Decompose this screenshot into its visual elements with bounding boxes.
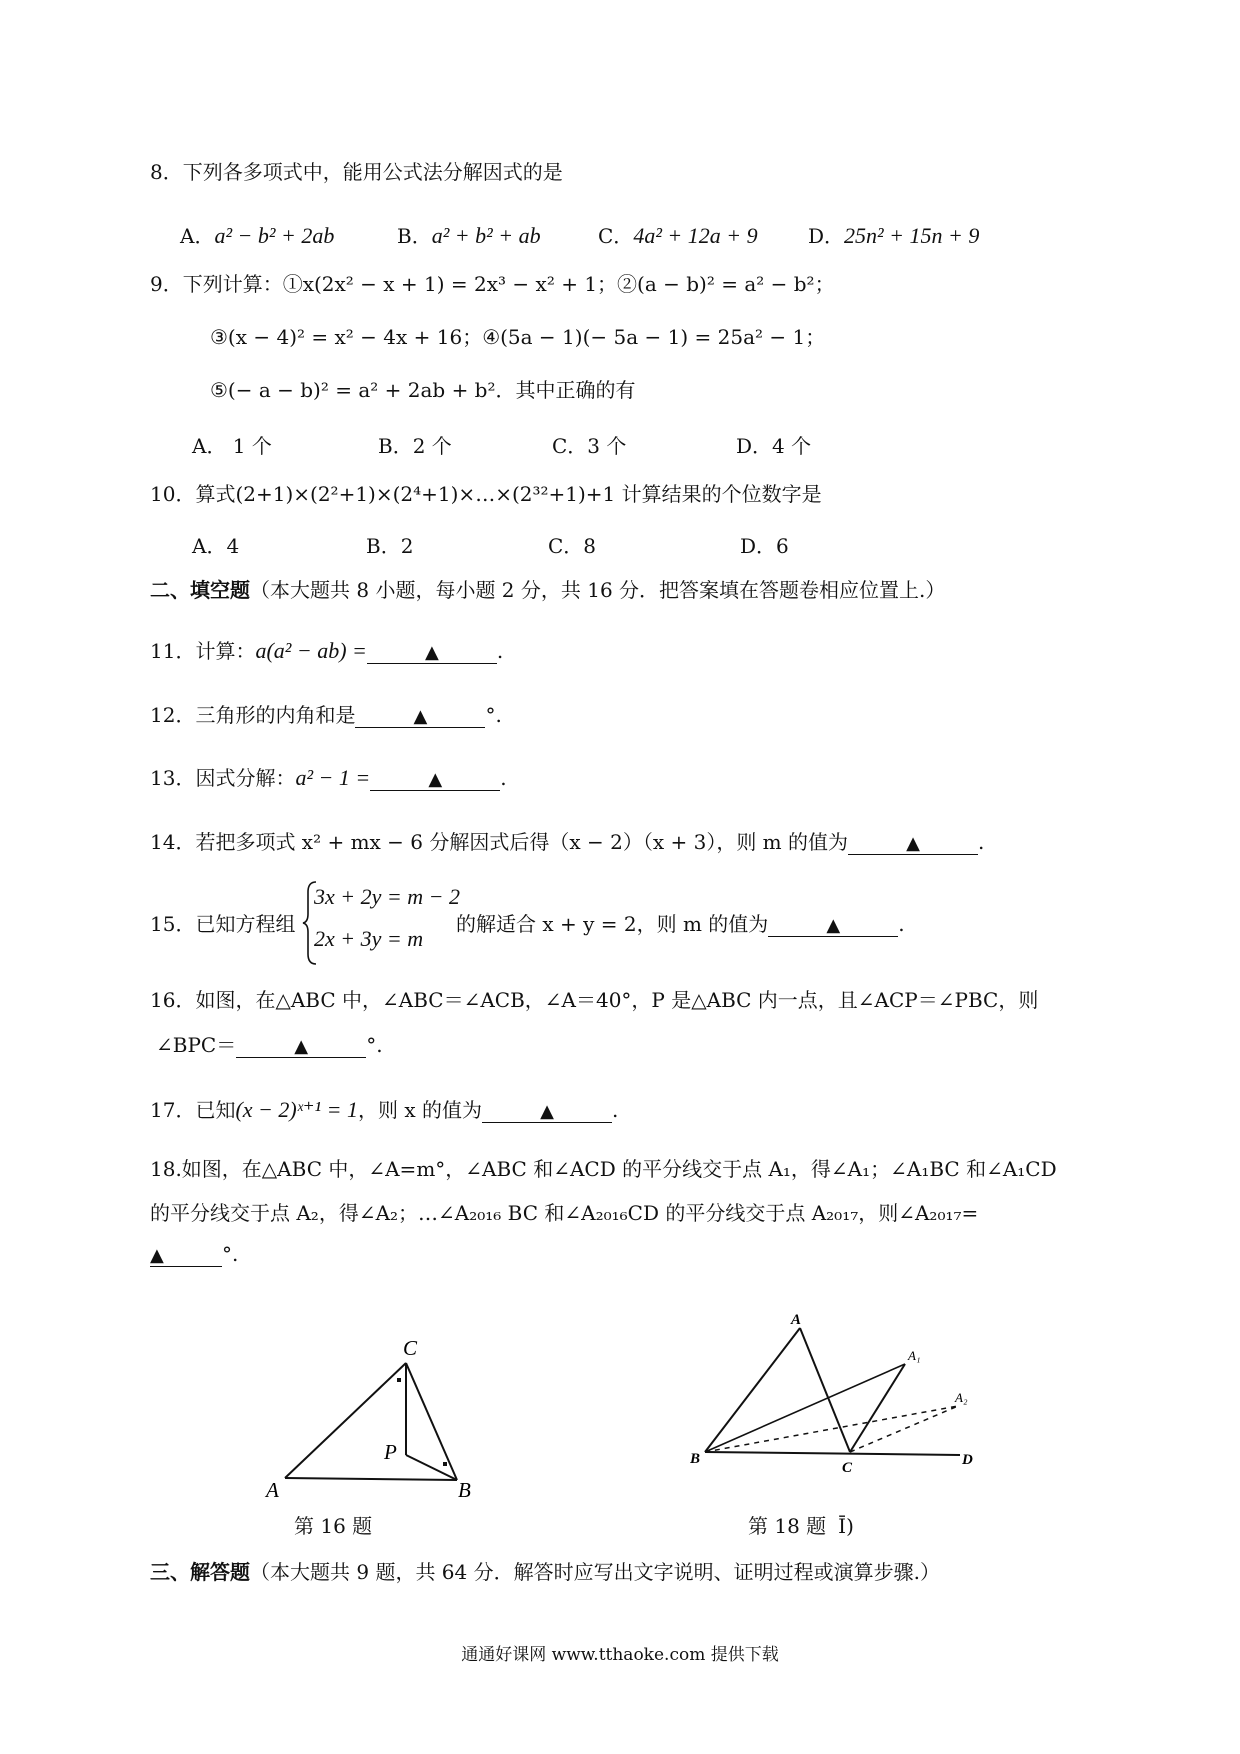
q10-option-b: B．2 bbox=[366, 534, 414, 558]
answer-blank: ▲ bbox=[367, 640, 497, 664]
answer-blank: ▲ bbox=[355, 704, 485, 728]
fig18-label-a1: A₁ bbox=[908, 1348, 921, 1363]
answer-blank: ▲ bbox=[482, 1099, 612, 1123]
q18-line1: 18.如图，在△ABC 中，∠A=m°，∠ABC 和∠ACD 的平分线交于点 A₁，得∠A₁；∠A₁BC 和∠A₁CD bbox=[150, 1157, 1057, 1181]
q9-option-b: B．2 个 bbox=[378, 434, 452, 458]
q10-stem: 10．算式(2+1)×(2²+1)×(2⁴+1)×…×(2³²+1)+1 计算结果的个位数字是 bbox=[150, 482, 822, 506]
q17: 17．已知(x − 2)ˣ⁺¹ = 1，则 x 的值为 ▲ . bbox=[150, 1097, 619, 1122]
answer-blank: ▲ bbox=[370, 767, 500, 791]
q10-option-a: A．4 bbox=[192, 534, 240, 558]
fig16-label-a: A bbox=[266, 1478, 279, 1500]
fig16-label-c: C bbox=[403, 1336, 418, 1360]
section-3-title: 三、解答题 bbox=[150, 1560, 250, 1584]
figure-16 bbox=[260, 1325, 490, 1500]
q8-option-c: C．4a² + 12a + 9 bbox=[598, 223, 758, 248]
answer-blank: ▲ bbox=[236, 1034, 366, 1058]
figure-16-caption: 第 16 题 bbox=[294, 1514, 373, 1538]
answer-blank: ▲ bbox=[768, 913, 898, 937]
q18-line2: 的平分线交于点 A₂，得∠A₂；…∠A₂₀₁₆ BC 和∠A₂₀₁₆CD 的平分线交于点 A₂₀₁₇，则∠A₂₀₁₇= bbox=[150, 1201, 979, 1225]
page-footer: 通通好课网 www.tthaoke.com 提供下载 bbox=[461, 1645, 779, 1665]
section-2-heading bbox=[150, 578, 945, 602]
q11: 11．计算：a(a² − ab) = ▲ . bbox=[150, 638, 504, 663]
fig18-label-b: B bbox=[690, 1451, 701, 1467]
q16-line1: 16．如图，在△ABC 中，∠ABC＝∠ACB，∠A＝40°，P 是△ABC 内一点，且∠ACP＝∠PBC，则 bbox=[150, 988, 1039, 1012]
q18-line3: ▲ °. bbox=[150, 1242, 239, 1266]
q13: 13．因式分解：a² − 1 = ▲ . bbox=[150, 765, 507, 790]
q10-option-d: D．6 bbox=[740, 534, 789, 558]
q15-condition: 的解适合 x + y = 2，则 m 的值为 ▲ . bbox=[456, 912, 905, 936]
section-2-title: 二、填空题 bbox=[150, 578, 250, 602]
q8-stem: 8．下列各多项式中，能用公式法分解因式的是 bbox=[150, 160, 563, 184]
q9-option-a: A． 1 个 bbox=[192, 434, 272, 458]
q15-equation-2: 2x + 3y = m bbox=[314, 926, 424, 951]
q9-line2: ③(x − 4)² = x² − 4x + 16；④(5a − 1)(− 5a − 1) = 25a² − 1； bbox=[210, 325, 826, 349]
q12: 12．三角形的内角和是 ▲ °. bbox=[150, 703, 502, 727]
q14: 14．若把多项式 x² + mx − 6 分解因式后得（x − 2）（x + 3），则 m 的值为 ▲ . bbox=[150, 830, 985, 854]
q9-line3: ⑤(− a − b)² = a² + 2ab + b²．其中正确的有 bbox=[210, 378, 636, 402]
section-2-note: （本大题共 8 小题，每小题 2 分，共 16 分．把答案填在答题卷相应位置上.） bbox=[250, 578, 946, 602]
q9-stem: 9．下列计算：①x(2x² − x + 1) = 2x³ − x² + 1；②(a − b)² = a² − b²； bbox=[150, 272, 835, 296]
fig18-label-d: D bbox=[962, 1452, 973, 1468]
fig16-label-p: P bbox=[384, 1440, 397, 1464]
q15-equation-1: 3x + 2y = m − 2 bbox=[314, 884, 460, 909]
fig18-label-a2: A₂ bbox=[955, 1390, 968, 1405]
q8-option-d: D．25n² + 15n + 9 bbox=[808, 223, 980, 248]
q10-option-c: C．8 bbox=[548, 534, 597, 558]
figure-18 bbox=[690, 1310, 990, 1475]
q8-option-a: A．a² − b² + 2ab bbox=[180, 223, 335, 248]
section-3-heading bbox=[150, 1560, 940, 1584]
answer-blank: ▲ bbox=[150, 1243, 222, 1267]
fig18-label-c: C bbox=[842, 1460, 853, 1475]
fig18-label-a: A bbox=[791, 1312, 802, 1328]
q16-line2: ∠BPC＝ ▲ °. bbox=[156, 1033, 383, 1057]
answer-blank: ▲ bbox=[848, 831, 978, 855]
q8-option-b: B．a² + b² + ab bbox=[397, 223, 541, 248]
section-3-note: （本大题共 9 题，共 64 分．解答时应写出文字说明、证明过程或演算步骤.） bbox=[250, 1560, 940, 1584]
fig16-label-b: B bbox=[458, 1478, 471, 1500]
figure-18-caption: 第 18 题 Ī) bbox=[748, 1514, 854, 1538]
q9-option-c: C．3 个 bbox=[552, 434, 627, 458]
q15-prefix: 15．已知方程组 bbox=[150, 912, 296, 936]
q9-option-d: D．4 个 bbox=[736, 434, 812, 458]
